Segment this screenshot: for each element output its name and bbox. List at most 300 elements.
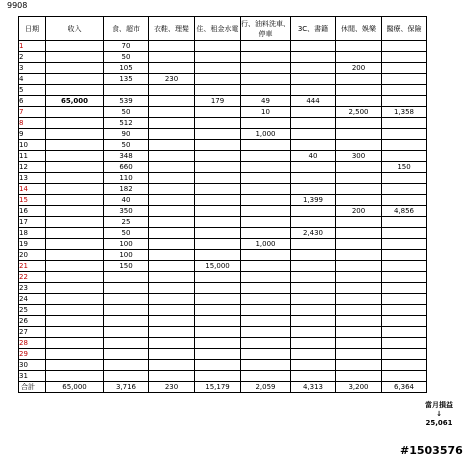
expense-cell — [336, 305, 382, 316]
day-cell: 3 — [19, 63, 46, 74]
expense-cell — [149, 371, 195, 382]
ledger-row — [19, 316, 427, 327]
expense-cell — [382, 338, 427, 349]
ledger-row — [19, 261, 427, 272]
expense-cell — [241, 228, 291, 239]
day-cell: 8 — [19, 118, 46, 129]
expense-cell — [241, 195, 291, 206]
expense-cell: 100 — [104, 239, 149, 250]
expense-cell — [195, 371, 241, 382]
expense-cell: 25 — [104, 217, 149, 228]
income-cell — [46, 173, 104, 184]
expense-cell — [241, 283, 291, 294]
expense-cell — [382, 217, 427, 228]
expense-cell — [291, 283, 336, 294]
expense-cell — [241, 162, 291, 173]
expense-cell — [195, 228, 241, 239]
expense-cell — [336, 129, 382, 140]
expense-cell — [241, 173, 291, 184]
expense-cell — [149, 338, 195, 349]
ledger-row — [19, 41, 427, 52]
expense-cell — [336, 338, 382, 349]
expense-cell: 512 — [104, 118, 149, 129]
ledger-row — [19, 129, 427, 140]
expense-cell: 50 — [104, 140, 149, 151]
expense-cell — [291, 261, 336, 272]
income-cell — [46, 239, 104, 250]
expense-cell — [291, 41, 336, 52]
income-cell — [46, 129, 104, 140]
total-cell: 230 — [149, 382, 195, 393]
income-cell — [46, 195, 104, 206]
ledger-row — [19, 74, 427, 85]
expense-cell — [382, 74, 427, 85]
expense-cell: 4,856 — [382, 206, 427, 217]
day-cell: 5 — [19, 85, 46, 96]
total-cell: 6,364 — [382, 382, 427, 393]
expense-cell — [382, 316, 427, 327]
expense-cell — [382, 261, 427, 272]
expense-cell — [382, 349, 427, 360]
income-cell — [46, 107, 104, 118]
expense-cell — [195, 74, 241, 85]
expense-cell — [241, 184, 291, 195]
expense-cell — [104, 272, 149, 283]
expense-cell — [149, 305, 195, 316]
total-cell: 65,000 — [46, 382, 104, 393]
day-cell: 10 — [19, 140, 46, 151]
income-cell — [46, 217, 104, 228]
day-cell: 13 — [19, 173, 46, 184]
expense-cell — [195, 129, 241, 140]
income-cell — [46, 371, 104, 382]
total-cell: 2,059 — [241, 382, 291, 393]
expense-cell — [149, 272, 195, 283]
expense-cell — [291, 217, 336, 228]
down-arrow-icon: ↓ — [436, 410, 442, 418]
total-label: 合計 — [19, 382, 46, 393]
expense-cell — [291, 272, 336, 283]
day-cell: 25 — [19, 305, 46, 316]
ledger-row — [19, 217, 427, 228]
expense-cell — [195, 360, 241, 371]
expense-cell — [195, 173, 241, 184]
day-cell: 22 — [19, 272, 46, 283]
expense-cell: 200 — [336, 206, 382, 217]
expense-cell — [104, 371, 149, 382]
expense-cell: 2,500 — [336, 107, 382, 118]
ledger-row — [19, 228, 427, 239]
income-cell — [46, 294, 104, 305]
expense-cell — [382, 195, 427, 206]
expense-cell — [149, 162, 195, 173]
expense-cell — [382, 52, 427, 63]
column-header: 食、超市 — [104, 17, 149, 41]
ledger-body — [19, 41, 427, 393]
expense-cell — [149, 250, 195, 261]
expense-cell — [291, 349, 336, 360]
ledger-row — [19, 63, 427, 74]
expense-cell: 1,000 — [241, 129, 291, 140]
expense-cell — [291, 118, 336, 129]
expense-cell — [241, 338, 291, 349]
day-cell: 15 — [19, 195, 46, 206]
total-row — [19, 382, 427, 393]
income-cell — [46, 327, 104, 338]
ledger-row — [19, 140, 427, 151]
expense-cell — [241, 63, 291, 74]
expense-cell: 49 — [241, 96, 291, 107]
ledger-row — [19, 118, 427, 129]
expense-cell — [149, 217, 195, 228]
expense-ledger-table — [18, 16, 427, 393]
expense-cell — [382, 272, 427, 283]
expense-cell — [382, 239, 427, 250]
expense-cell — [241, 349, 291, 360]
expense-cell — [195, 338, 241, 349]
expense-cell — [241, 140, 291, 151]
expense-cell — [382, 151, 427, 162]
expense-cell — [195, 107, 241, 118]
income-cell — [46, 74, 104, 85]
expense-cell — [241, 217, 291, 228]
income-cell — [46, 349, 104, 360]
expense-cell: 539 — [104, 96, 149, 107]
expense-cell — [241, 206, 291, 217]
expense-cell — [195, 140, 241, 151]
expense-cell — [195, 63, 241, 74]
expense-cell: 135 — [104, 74, 149, 85]
income-cell — [46, 360, 104, 371]
expense-cell — [104, 283, 149, 294]
ledger-row — [19, 173, 427, 184]
expense-cell: 348 — [104, 151, 149, 162]
monthly-balance-value: 25,061 — [425, 419, 453, 427]
expense-cell — [336, 96, 382, 107]
ledger-row — [19, 371, 427, 382]
expense-cell — [336, 118, 382, 129]
column-header: 醫療、保險 — [382, 17, 427, 41]
expense-cell — [149, 96, 195, 107]
expense-cell: 1,358 — [382, 107, 427, 118]
day-cell: 16 — [19, 206, 46, 217]
expense-cell: 110 — [104, 173, 149, 184]
income-cell: 65,000 — [46, 96, 104, 107]
day-cell: 9 — [19, 129, 46, 140]
expense-cell — [241, 327, 291, 338]
expense-cell — [241, 371, 291, 382]
expense-cell — [241, 118, 291, 129]
expense-cell: 150 — [104, 261, 149, 272]
income-cell — [46, 283, 104, 294]
expense-cell — [382, 173, 427, 184]
expense-cell — [149, 360, 195, 371]
expense-cell — [149, 184, 195, 195]
expense-cell — [382, 283, 427, 294]
expense-cell — [195, 217, 241, 228]
ledger-row — [19, 162, 427, 173]
expense-cell — [291, 52, 336, 63]
ledger-row — [19, 239, 427, 250]
expense-cell — [336, 52, 382, 63]
expense-cell — [241, 305, 291, 316]
day-cell: 29 — [19, 349, 46, 360]
expense-cell — [291, 360, 336, 371]
expense-cell — [149, 316, 195, 327]
expense-cell — [291, 239, 336, 250]
day-cell: 27 — [19, 327, 46, 338]
expense-cell — [195, 316, 241, 327]
expense-cell: 10 — [241, 107, 291, 118]
day-cell: 28 — [19, 338, 46, 349]
sheet-caption: 9908 — [7, 1, 28, 10]
expense-cell — [336, 360, 382, 371]
expense-cell — [195, 195, 241, 206]
expense-cell — [241, 151, 291, 162]
expense-cell: 50 — [104, 52, 149, 63]
income-cell — [46, 118, 104, 129]
expense-cell — [195, 294, 241, 305]
expense-cell — [241, 261, 291, 272]
expense-cell — [104, 85, 149, 96]
expense-cell — [291, 338, 336, 349]
expense-cell — [104, 338, 149, 349]
income-cell — [46, 162, 104, 173]
expense-cell — [195, 162, 241, 173]
expense-cell — [149, 129, 195, 140]
income-cell — [46, 140, 104, 151]
expense-cell — [336, 316, 382, 327]
expense-cell — [291, 173, 336, 184]
ledger-row — [19, 305, 427, 316]
expense-cell: 300 — [336, 151, 382, 162]
expense-cell — [336, 162, 382, 173]
expense-cell — [195, 239, 241, 250]
expense-cell — [336, 85, 382, 96]
day-cell: 24 — [19, 294, 46, 305]
expense-cell — [336, 261, 382, 272]
expense-cell — [149, 85, 195, 96]
expense-cell — [382, 85, 427, 96]
income-cell — [46, 316, 104, 327]
expense-cell — [104, 294, 149, 305]
expense-cell — [104, 305, 149, 316]
day-cell: 2 — [19, 52, 46, 63]
expense-cell — [241, 294, 291, 305]
expense-cell — [195, 206, 241, 217]
monthly-balance-note — [414, 401, 464, 428]
total-cell: 3,200 — [336, 382, 382, 393]
expense-cell — [382, 129, 427, 140]
income-cell — [46, 250, 104, 261]
expense-cell — [291, 206, 336, 217]
ledger-row — [19, 195, 427, 206]
ledger-row — [19, 85, 427, 96]
income-cell — [46, 305, 104, 316]
expense-cell: 105 — [104, 63, 149, 74]
expense-cell — [195, 272, 241, 283]
column-header: 3C、書籍 — [291, 17, 336, 41]
ledger-row — [19, 349, 427, 360]
expense-cell: 1,399 — [291, 195, 336, 206]
expense-cell — [336, 349, 382, 360]
expense-cell — [149, 52, 195, 63]
column-header: 衣鞋、理髮 — [149, 17, 195, 41]
expense-cell: 150 — [382, 162, 427, 173]
expense-cell — [336, 283, 382, 294]
expense-cell — [336, 140, 382, 151]
expense-cell: 100 — [104, 250, 149, 261]
column-header: 日期 — [19, 17, 46, 41]
expense-cell — [195, 283, 241, 294]
column-header: 住、租金水電 — [195, 17, 241, 41]
expense-cell: 1,000 — [241, 239, 291, 250]
day-cell: 6 — [19, 96, 46, 107]
expense-cell — [336, 41, 382, 52]
header-row — [19, 17, 427, 41]
expense-cell: 40 — [104, 195, 149, 206]
expense-cell — [241, 85, 291, 96]
income-cell — [46, 52, 104, 63]
expense-cell — [382, 250, 427, 261]
expense-cell — [149, 239, 195, 250]
column-header: 行、油料洗車、停車 — [241, 17, 291, 41]
total-cell: 15,179 — [195, 382, 241, 393]
income-cell — [46, 63, 104, 74]
expense-cell — [149, 151, 195, 162]
expense-cell — [149, 107, 195, 118]
expense-cell — [336, 371, 382, 382]
day-cell: 23 — [19, 283, 46, 294]
ledger-row — [19, 338, 427, 349]
expense-cell — [336, 239, 382, 250]
document-id-stamp: #1503576 — [400, 444, 463, 457]
expense-cell — [291, 327, 336, 338]
expense-cell — [195, 327, 241, 338]
expense-cell — [336, 173, 382, 184]
expense-cell — [241, 41, 291, 52]
day-cell: 30 — [19, 360, 46, 371]
expense-cell — [195, 41, 241, 52]
ledger-row — [19, 327, 427, 338]
ledger-row — [19, 107, 427, 118]
expense-cell — [291, 85, 336, 96]
expense-cell — [336, 217, 382, 228]
expense-cell — [104, 327, 149, 338]
expense-cell — [291, 162, 336, 173]
expense-cell — [291, 305, 336, 316]
income-cell — [46, 272, 104, 283]
ledger-row — [19, 272, 427, 283]
income-cell — [46, 85, 104, 96]
expense-cell — [241, 272, 291, 283]
expense-cell — [382, 41, 427, 52]
expense-cell — [241, 360, 291, 371]
expense-cell — [336, 294, 382, 305]
ledger-row — [19, 184, 427, 195]
expense-cell: 444 — [291, 96, 336, 107]
expense-cell — [149, 294, 195, 305]
expense-cell — [291, 371, 336, 382]
expense-cell: 182 — [104, 184, 149, 195]
expense-cell — [149, 349, 195, 360]
income-cell — [46, 41, 104, 52]
monthly-balance-label: 當月損益 — [425, 401, 453, 409]
day-cell: 21 — [19, 261, 46, 272]
expense-cell: 2,430 — [291, 228, 336, 239]
expense-cell — [195, 151, 241, 162]
expense-cell — [149, 261, 195, 272]
ledger-row — [19, 360, 427, 371]
day-cell: 26 — [19, 316, 46, 327]
expense-cell: 40 — [291, 151, 336, 162]
expense-cell — [291, 129, 336, 140]
expense-cell — [104, 360, 149, 371]
ledger-row — [19, 250, 427, 261]
column-header: 休閒、娛樂 — [336, 17, 382, 41]
expense-cell — [195, 85, 241, 96]
expense-cell — [382, 360, 427, 371]
expense-cell — [291, 140, 336, 151]
expense-cell: 50 — [104, 228, 149, 239]
expense-cell — [149, 173, 195, 184]
day-cell: 31 — [19, 371, 46, 382]
column-header: 收入 — [46, 17, 104, 41]
expense-cell — [382, 184, 427, 195]
expense-cell — [336, 327, 382, 338]
day-cell: 19 — [19, 239, 46, 250]
day-cell: 11 — [19, 151, 46, 162]
expense-cell — [382, 327, 427, 338]
expense-cell — [382, 63, 427, 74]
expense-cell — [195, 184, 241, 195]
expense-cell — [291, 316, 336, 327]
expense-cell — [336, 74, 382, 85]
expense-cell — [336, 184, 382, 195]
expense-cell — [149, 206, 195, 217]
expense-cell — [291, 294, 336, 305]
expense-cell — [291, 184, 336, 195]
expense-cell — [241, 74, 291, 85]
expense-cell — [336, 250, 382, 261]
expense-cell — [336, 228, 382, 239]
expense-cell: 179 — [195, 96, 241, 107]
ledger-row — [19, 206, 427, 217]
expense-cell — [149, 118, 195, 129]
expense-cell: 200 — [336, 63, 382, 74]
income-cell — [46, 184, 104, 195]
expense-cell — [291, 250, 336, 261]
expense-cell — [149, 327, 195, 338]
expense-cell — [195, 118, 241, 129]
expense-cell — [291, 63, 336, 74]
day-cell: 14 — [19, 184, 46, 195]
expense-cell — [149, 228, 195, 239]
expense-cell — [149, 283, 195, 294]
expense-cell — [104, 349, 149, 360]
expense-cell: 50 — [104, 107, 149, 118]
expense-cell — [195, 52, 241, 63]
expense-cell: 15,000 — [195, 261, 241, 272]
expense-cell — [291, 74, 336, 85]
expense-cell — [382, 118, 427, 129]
expense-cell — [195, 349, 241, 360]
ledger-row — [19, 96, 427, 107]
ledger-row — [19, 151, 427, 162]
total-cell: 4,313 — [291, 382, 336, 393]
expense-cell: 660 — [104, 162, 149, 173]
expense-cell — [149, 140, 195, 151]
